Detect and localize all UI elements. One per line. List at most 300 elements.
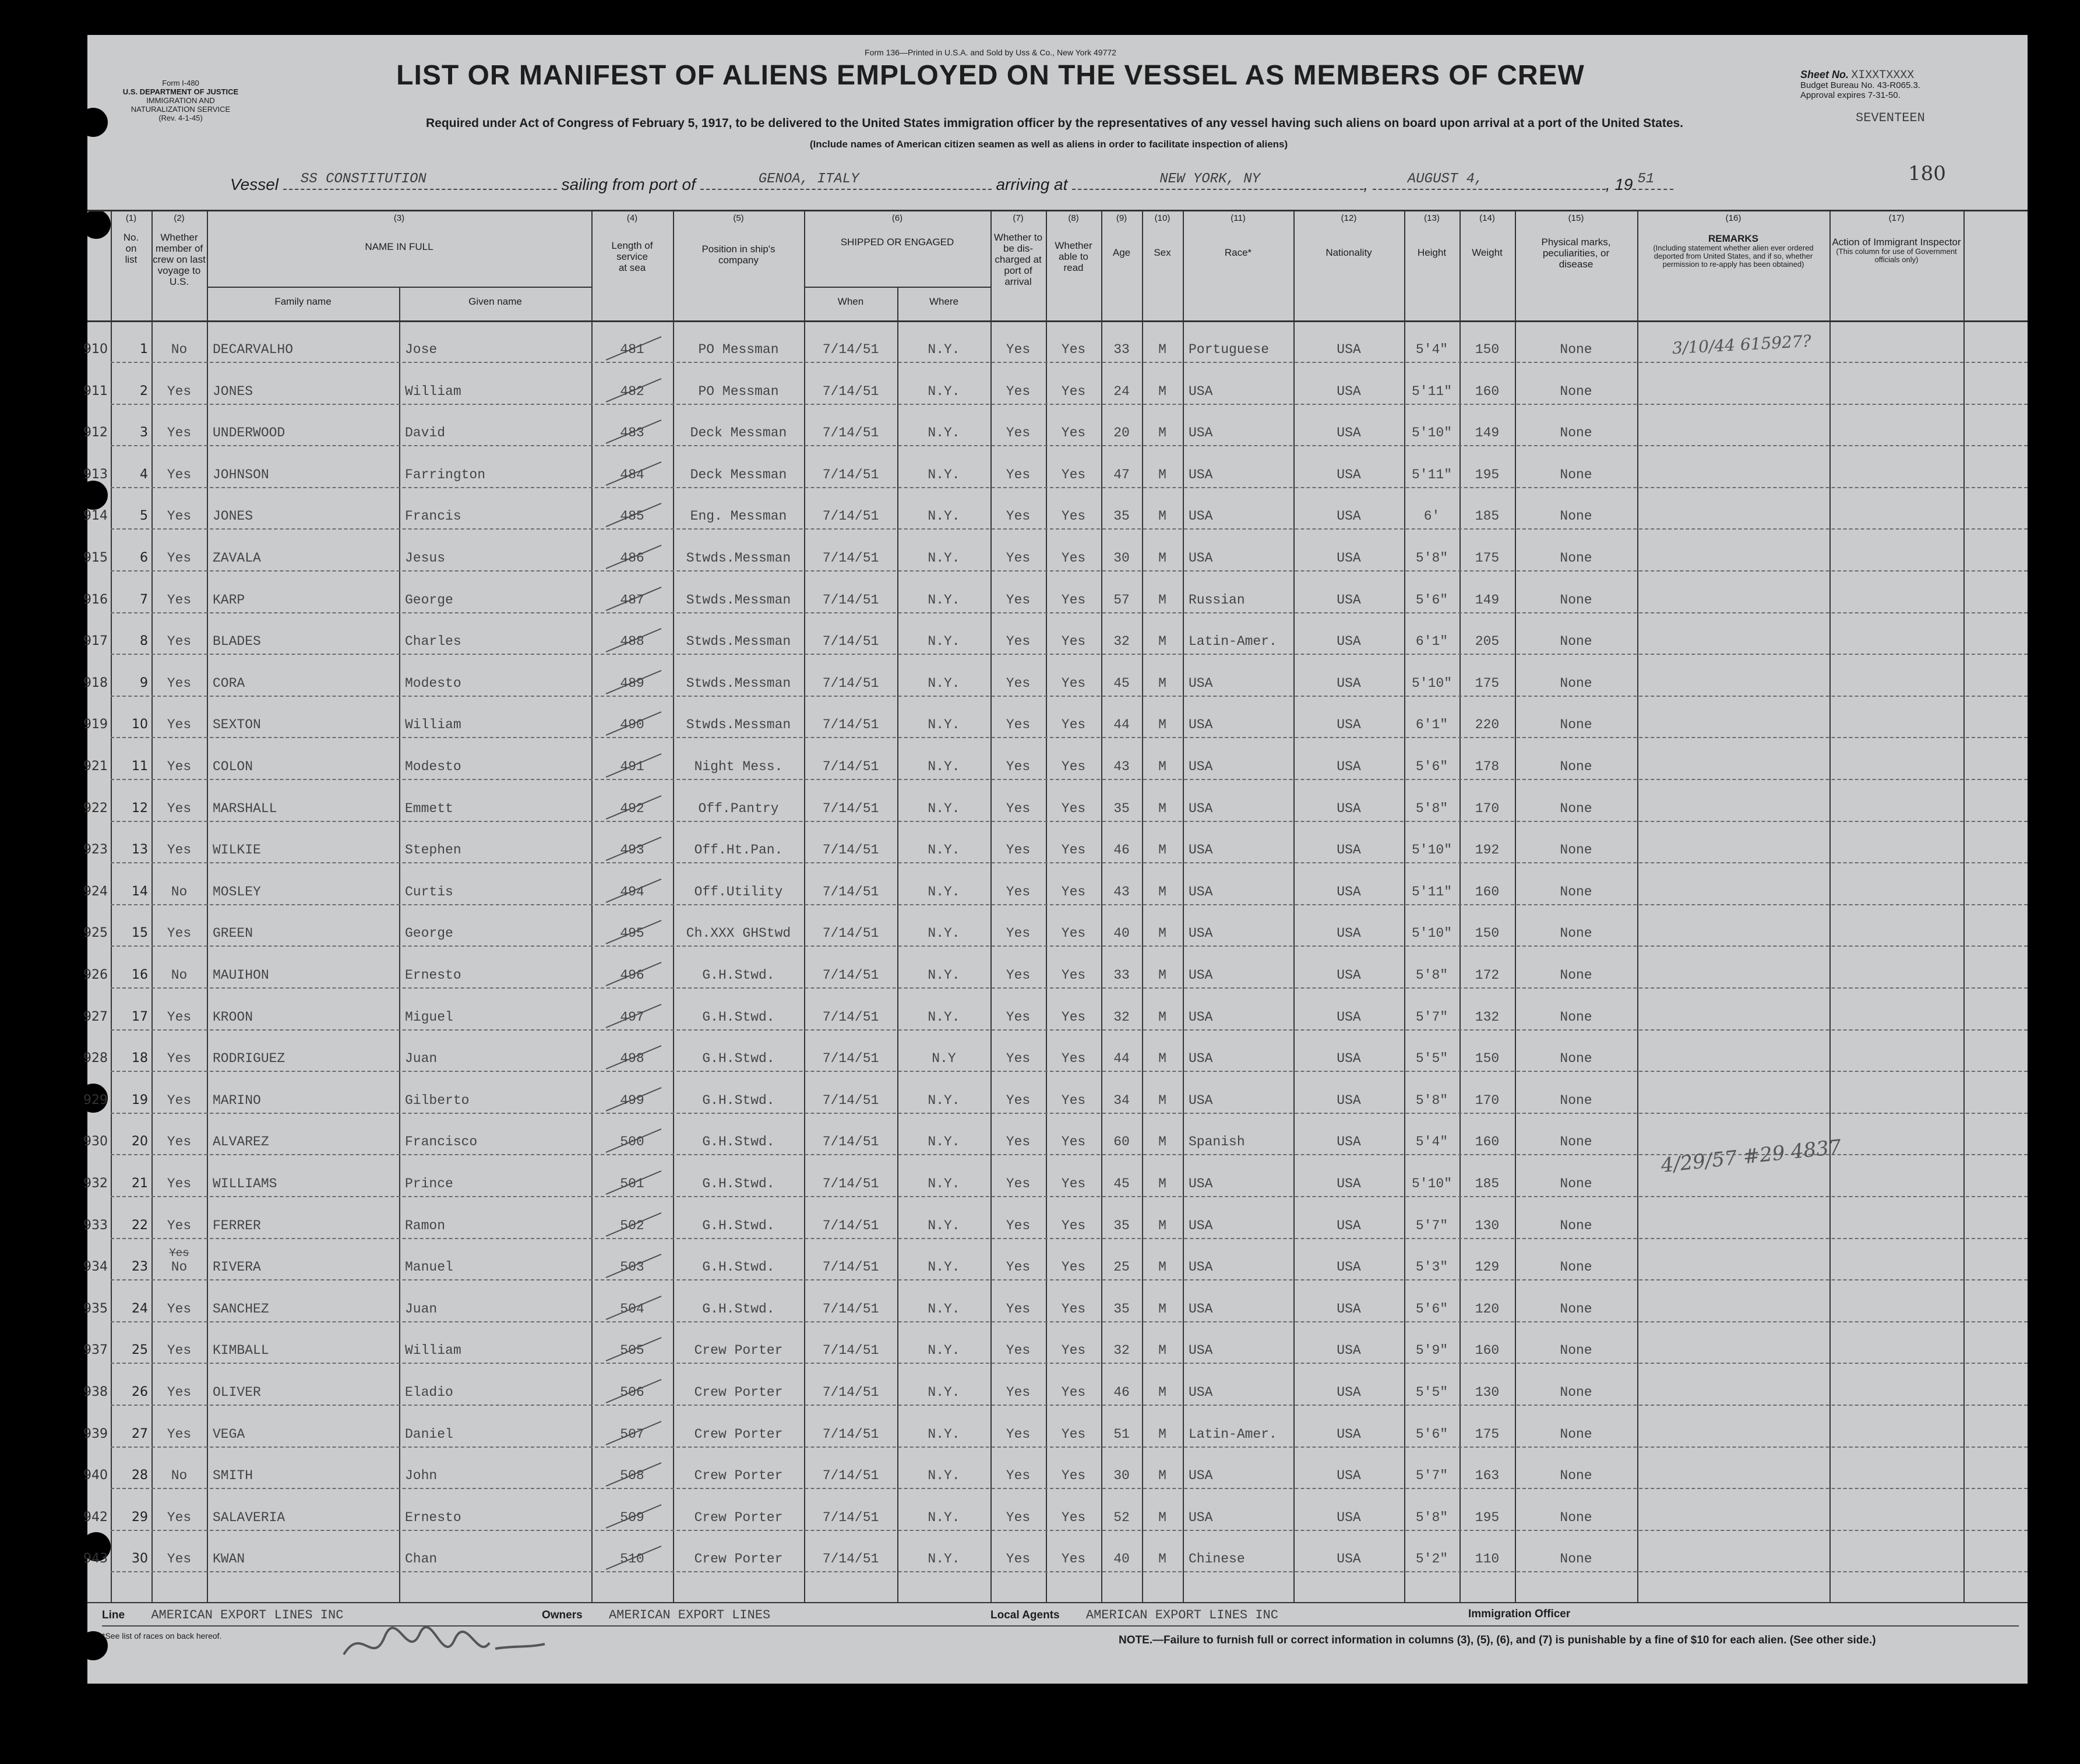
cell-member: No [171, 342, 188, 357]
col-title: No. on list [123, 232, 139, 265]
cell-member: Yes [167, 1134, 192, 1150]
cell-nationality: USA [1337, 884, 1361, 899]
form-number: Form I-480 [162, 79, 199, 87]
row-rule [111, 1238, 2028, 1239]
list-number: 17 [132, 1009, 148, 1024]
cell-race: USA [1189, 1260, 1213, 1275]
margin-number: 934 [83, 1260, 108, 1275]
cell-age: 43 [1113, 884, 1130, 899]
cell-family: KARP [213, 592, 245, 608]
cell-discharged: Yes [1006, 884, 1031, 899]
cell-given: Jesus [405, 551, 446, 566]
cell-family: WILKIE [213, 842, 261, 858]
cell-when: 7/14/51 [822, 1551, 879, 1567]
cell-given: Ramon [405, 1218, 446, 1233]
cell-family: KWAN [213, 1551, 245, 1567]
cell-member: No [171, 968, 188, 983]
row-rule [111, 654, 2028, 655]
cell-member: Yes [167, 1385, 192, 1400]
row-rule [111, 779, 2028, 780]
arrival-date: AUGUST 4, [1407, 171, 1483, 187]
budget-number: Budget Bureau No. 43-R065.3. [1800, 80, 1920, 90]
approval-expiry: Approval expires 7-31-50. [1800, 90, 1901, 100]
cell-nationality: USA [1337, 675, 1361, 691]
cell-discharged: Yes [1006, 1051, 1031, 1067]
cell-nationality: USA [1337, 1301, 1361, 1317]
cell-discharged: Yes [1006, 342, 1031, 357]
list-number: 23 [132, 1260, 148, 1275]
cell-length: 495 [620, 926, 644, 941]
cell-weight: 130 [1475, 1218, 1500, 1233]
requirement-text: Required under Act of Congress of February 5, 1917, to be delivered to the United States immigration officer by the representatives of any vessel having such aliens on board upon arrival at a port of the United States. [425, 117, 1684, 130]
cell-race: USA [1189, 1343, 1213, 1359]
cell-race: USA [1189, 842, 1213, 858]
cell-height: 5'7" [1415, 1468, 1448, 1484]
row-rule [111, 1571, 2028, 1572]
cell-race: USA [1189, 383, 1213, 399]
cell-race: USA [1189, 717, 1213, 733]
cell-nationality: USA [1337, 1260, 1361, 1275]
cell-position: Crew Porter [694, 1551, 783, 1567]
list-number: 29 [132, 1509, 148, 1525]
cell-member: Yes [167, 1009, 192, 1025]
cell-family: JONES [213, 509, 253, 524]
cell-family: SANCHEZ [213, 1301, 269, 1317]
cell-sex: M [1158, 634, 1166, 650]
col-5-header [673, 213, 804, 266]
cell-height: 5'3" [1415, 1260, 1448, 1275]
check-stroke [603, 1460, 667, 1489]
list-number: 13 [132, 842, 148, 858]
margin-number: 918 [83, 675, 108, 690]
cell-discharged: Yes [1006, 1218, 1031, 1233]
cell-when: 7/14/51 [822, 842, 879, 858]
column-divider [1829, 210, 1831, 1602]
cell-race: USA [1189, 551, 1213, 566]
cell-family: WILLIAMS [213, 1176, 277, 1191]
cell-height: 5'11" [1411, 884, 1452, 899]
cell-physical: None [1560, 1509, 1592, 1525]
cell-weight: 160 [1475, 884, 1500, 899]
vessel-label: Vessel [230, 175, 279, 193]
cell-member: Yes [167, 1301, 192, 1317]
margin-number: 915 [83, 551, 108, 565]
check-stroke [603, 668, 667, 697]
cell-member: Yes [167, 1218, 192, 1233]
row-rule [111, 570, 2028, 571]
cell-sex: M [1158, 1301, 1166, 1317]
margin-number: 932 [83, 1176, 108, 1191]
margin-number: 938 [83, 1385, 108, 1399]
cell-when: 7/14/51 [822, 1260, 879, 1275]
cell-length: 490 [620, 717, 644, 733]
cell-age: 33 [1113, 968, 1130, 983]
col-num: (11) [1231, 213, 1246, 223]
cell-height: 6'1" [1415, 634, 1448, 650]
col-num: (2) [174, 213, 185, 223]
cell-read: Yes [1061, 425, 1086, 441]
cell-family: FERRER [213, 1218, 261, 1233]
cell-length: 484 [620, 467, 644, 482]
cell-when: 7/14/51 [822, 884, 879, 899]
cell-sex: M [1158, 926, 1166, 941]
check-stroke [603, 1502, 667, 1531]
cell-physical: None [1560, 1301, 1592, 1317]
cell-age: 25 [1113, 1260, 1130, 1275]
cell-discharged: Yes [1006, 800, 1031, 816]
cell-sex: M [1158, 1176, 1166, 1191]
row-rule [111, 1113, 2028, 1114]
cell-length: 487 [620, 592, 644, 608]
cell-nationality: USA [1337, 717, 1361, 733]
list-number: 24 [132, 1301, 148, 1316]
cell-height: 5'9" [1415, 1343, 1448, 1359]
cell-age: 45 [1113, 1176, 1130, 1191]
list-number: 5 [140, 509, 148, 524]
col-4-header [591, 213, 673, 273]
cell-nationality: USA [1337, 842, 1361, 858]
row-rule [111, 1363, 2028, 1364]
punch-hole [82, 210, 111, 239]
check-stroke [603, 417, 667, 446]
cell-where: N.Y. [928, 759, 960, 774]
cell-given: Stephen [405, 842, 461, 858]
cell-position: Eng. Messman [690, 509, 787, 524]
cell-race: USA [1189, 1092, 1213, 1108]
cell-sex: M [1158, 1260, 1166, 1275]
handwritten-remark: 3/10/44 615927? [1672, 331, 1812, 358]
sheet-value: XIXXTXXXX [1851, 69, 1915, 82]
list-number: 14 [132, 884, 148, 899]
stamp-number: 180 [1908, 162, 1946, 185]
check-stroke [603, 500, 667, 530]
col-title: Whether able to read [1055, 240, 1092, 273]
margin-number: 911 [83, 383, 108, 398]
cell-position: G.H.Stwd. [702, 968, 775, 983]
cell-height: 5'7" [1415, 1009, 1448, 1025]
row-rule [111, 1488, 2028, 1489]
cell-race: USA [1189, 1509, 1213, 1525]
cell-family: MARINO [213, 1092, 261, 1108]
cell-nationality: USA [1337, 1051, 1361, 1067]
cell-member: Yes [167, 1051, 192, 1067]
cell-discharged: Yes [1006, 1426, 1031, 1442]
check-stroke [603, 959, 667, 989]
cell-weight: 150 [1475, 342, 1500, 357]
arriving-label: arriving at [996, 175, 1068, 193]
cell-member: Yes [167, 1426, 192, 1442]
cell-height: 5'10" [1411, 1176, 1452, 1191]
footer-agents [990, 1608, 1278, 1622]
cell-age: 57 [1113, 592, 1130, 608]
cell-nationality: USA [1337, 1426, 1361, 1442]
cell-family: RODRIGUEZ [213, 1051, 285, 1067]
cell-discharged: Yes [1006, 1385, 1031, 1400]
margin-number: 924 [83, 884, 108, 899]
margin-number: 926 [83, 968, 108, 982]
races-note: *See list of races on back hereof. [102, 1631, 222, 1640]
cell-physical: None [1560, 1385, 1592, 1400]
col-title: NAME IN FULL [365, 241, 433, 252]
cell-given: Modesto [405, 675, 461, 691]
check-stroke [603, 1335, 667, 1364]
vessel-name: SS CONSTITUTION [300, 171, 426, 187]
cell-age: 52 [1113, 1509, 1130, 1525]
cell-length: 501 [620, 1176, 644, 1191]
cell-discharged: Yes [1006, 1176, 1031, 1191]
cell-sex: M [1158, 1009, 1166, 1025]
cell-family: OLIVER [213, 1385, 261, 1400]
cell-discharged: Yes [1006, 675, 1031, 691]
cell-weight: 220 [1475, 717, 1500, 733]
cell-position: G.H.Stwd. [702, 1301, 775, 1317]
cell-weight: 163 [1475, 1468, 1500, 1484]
cell-discharged: Yes [1006, 1092, 1031, 1108]
handwritten-remark: 4/29/57 #29 4837 [1659, 1135, 1843, 1178]
cell-height: 5'10" [1411, 926, 1452, 941]
cell-when: 7/14/51 [822, 675, 879, 691]
cell-when: 7/14/51 [822, 926, 879, 941]
cell-age: 44 [1113, 1051, 1130, 1067]
cell-member: Yes [167, 634, 192, 650]
row-rule [111, 1196, 2028, 1197]
list-number: 4 [140, 467, 148, 482]
cell-height: 5'11" [1411, 383, 1452, 399]
cell-where: N.Y. [928, 592, 960, 608]
cell-given: Francisco [405, 1134, 478, 1150]
cell-race: USA [1189, 1468, 1213, 1484]
col-num: (7) [1013, 213, 1024, 223]
cell-sex: M [1158, 884, 1166, 899]
given-name-header: Given name [468, 296, 522, 307]
cell-where: N.Y. [928, 1426, 960, 1442]
check-stroke [603, 1543, 667, 1572]
cell-sex: M [1158, 717, 1166, 733]
cell-discharged: Yes [1006, 1301, 1031, 1317]
year-prefix: 19 [1614, 175, 1633, 193]
cell-family: CORA [213, 675, 245, 691]
cell-length: 508 [620, 1468, 644, 1484]
cell-member: Yes [167, 800, 192, 816]
year-suffix: 51 [1637, 171, 1655, 187]
when-header: When [837, 296, 864, 307]
cell-height: 5'8" [1415, 1092, 1448, 1108]
cell-race: Russian [1189, 592, 1245, 608]
cell-member: Yes [167, 467, 192, 482]
cell-given: Modesto [405, 759, 461, 774]
punch-hole [79, 481, 108, 510]
cell-age: 35 [1113, 1301, 1130, 1317]
list-number: 2 [140, 383, 148, 398]
cell-sex: M [1158, 800, 1166, 816]
cell-when: 7/14/51 [822, 759, 879, 774]
cell-read: Yes [1061, 1092, 1086, 1108]
cell-height: 6' [1423, 509, 1440, 524]
cell-family: MARSHALL [213, 800, 277, 816]
cell-position: G.H.Stwd. [702, 1260, 775, 1275]
cell-read: Yes [1061, 1509, 1086, 1525]
printer-line: Form 136—Printed in U.S.A. and Sold by Uss & Co., New York 49772 [865, 48, 1116, 57]
cell-member: Yes [167, 926, 192, 941]
signature-scrawl [338, 1614, 548, 1678]
cell-weight: 175 [1475, 551, 1500, 566]
year-field [1633, 171, 1673, 190]
cell-where: N.Y. [928, 1509, 960, 1525]
cell-family: DECARVALHO [213, 342, 294, 357]
cell-nationality: USA [1337, 592, 1361, 608]
cell-weight: 175 [1475, 675, 1500, 691]
header-bottom-rule [87, 320, 2028, 322]
list-number: 20 [132, 1134, 148, 1149]
col-2-header [151, 213, 207, 287]
revision: (Rev. 4-1-45) [158, 114, 203, 122]
footer-line [102, 1608, 343, 1622]
cell-read: Yes [1061, 1426, 1086, 1442]
cell-nationality: USA [1337, 1092, 1361, 1108]
cell-family: KROON [213, 1009, 253, 1025]
manifest-sheet [83, 35, 2028, 1684]
cell-weight: 120 [1475, 1301, 1500, 1317]
cell-length: 492 [620, 800, 644, 816]
cell-length: 509 [620, 1509, 644, 1525]
cell-where: N.Y. [928, 1009, 960, 1025]
cell-position: Stwds.Messman [686, 675, 791, 691]
vessel-field [283, 171, 557, 190]
cell-age: 24 [1113, 383, 1130, 399]
cell-given: Daniel [405, 1426, 453, 1442]
cell-physical: None [1560, 383, 1592, 399]
cell-length: 502 [620, 1218, 644, 1233]
member-correction: Yes [169, 1247, 189, 1260]
cell-age: 46 [1113, 1385, 1130, 1400]
department-name: U.S. DEPARTMENT OF JUSTICE [122, 87, 239, 96]
cell-height: 5'8" [1415, 800, 1448, 816]
row-rule [111, 528, 2028, 530]
col-13-header [1404, 213, 1459, 258]
cell-position: Crew Porter [694, 1426, 783, 1442]
col-title: Age [1112, 247, 1131, 258]
cell-length: 494 [620, 884, 644, 899]
check-stroke [603, 376, 667, 405]
cell-given: Juan [405, 1301, 438, 1317]
check-stroke [603, 1168, 667, 1197]
cell-discharged: Yes [1006, 592, 1031, 608]
cell-member: Yes [167, 592, 192, 608]
cell-position: Off.Utility [694, 884, 783, 899]
cell-weight: 149 [1475, 592, 1500, 608]
cell-member: Yes [167, 675, 192, 691]
cell-nationality: USA [1337, 425, 1361, 441]
cell-when: 7/14/51 [822, 1051, 879, 1067]
cell-race: USA [1189, 675, 1213, 691]
col-num: (1) [125, 213, 137, 223]
row-rule [111, 1447, 2028, 1448]
immigration-label: Immigration Officer [1468, 1608, 1571, 1620]
table-top-rule [87, 210, 2028, 211]
col-title: Height [1417, 247, 1447, 258]
cell-position: Crew Porter [694, 1468, 783, 1484]
cell-position: G.H.Stwd. [702, 1134, 775, 1150]
col-num: (4) [626, 213, 638, 223]
action-subtitle: (This column for use of Government officials only) [1836, 247, 1957, 264]
cell-length: 496 [620, 968, 644, 983]
cell-race: USA [1189, 968, 1213, 983]
cell-where: N.Y. [928, 509, 960, 524]
cell-given: Farrington [405, 467, 486, 482]
cell-given: Prince [405, 1176, 453, 1191]
cell-length: 504 [620, 1301, 644, 1317]
cell-nationality: USA [1337, 551, 1361, 566]
cell-race: USA [1189, 1009, 1213, 1025]
cell-sex: M [1158, 1468, 1166, 1484]
column-divider [1183, 210, 1184, 1602]
cell-physical: None [1560, 1468, 1592, 1484]
cell-read: Yes [1061, 1385, 1086, 1400]
cell-weight: 160 [1475, 383, 1500, 399]
margin-number: 939 [83, 1426, 108, 1441]
cell-member: Yes [167, 509, 192, 524]
margin-number: 914 [83, 509, 108, 524]
cell-height: 5'5" [1415, 1385, 1448, 1400]
cell-member: Yes [167, 551, 192, 566]
cell-member: Yes [167, 1551, 192, 1567]
list-number: 12 [132, 800, 148, 816]
cell-when: 7/14/51 [822, 1092, 879, 1108]
cell-where: N.Y. [928, 467, 960, 482]
cell-family: SEXTON [213, 717, 261, 733]
cell-position: G.H.Stwd. [702, 1009, 775, 1025]
cell-read: Yes [1061, 1009, 1086, 1025]
cell-height: 5'8" [1415, 551, 1448, 566]
cell-physical: None [1560, 1176, 1592, 1191]
cell-sex: M [1158, 592, 1166, 608]
cell-nationality: USA [1337, 1176, 1361, 1191]
cell-physical: None [1560, 1092, 1592, 1108]
check-stroke [603, 1377, 667, 1406]
cell-position: Stwds.Messman [686, 551, 791, 566]
cell-given: Emmett [405, 800, 453, 816]
cell-age: 33 [1113, 342, 1130, 357]
col-16-header [1637, 213, 1829, 269]
cell-given: Eladio [405, 1385, 453, 1400]
cell-physical: None [1560, 717, 1592, 733]
check-stroke [603, 1085, 667, 1114]
document-title: LIST OR MANIFEST OF ALIENS EMPLOYED ON THE VESSEL AS MEMBERS OF CREW [396, 60, 1585, 91]
col-7-header [990, 213, 1046, 287]
cell-weight: 172 [1475, 968, 1500, 983]
cell-given: Charles [405, 634, 461, 650]
list-number: 16 [132, 968, 148, 982]
list-number: 15 [132, 926, 148, 941]
cell-read: Yes [1061, 884, 1086, 899]
col-17-header [1829, 213, 1963, 264]
check-stroke [603, 459, 667, 488]
col-3-header [207, 213, 591, 252]
cell-race: Latin-Amer. [1189, 634, 1277, 650]
cell-family: MOSLEY [213, 884, 261, 899]
cell-position: Night Mess. [694, 759, 783, 774]
cell-nationality: USA [1337, 634, 1361, 650]
cell-given: Miguel [405, 1009, 453, 1025]
cell-sex: M [1158, 1343, 1166, 1359]
margin-number: 916 [83, 592, 108, 607]
cell-when: 7/14/51 [822, 800, 879, 816]
cell-given: George [405, 926, 453, 941]
cell-length: 500 [620, 1134, 644, 1150]
cell-when: 7/14/51 [822, 1426, 879, 1442]
list-number: 18 [132, 1051, 148, 1066]
cell-race: USA [1189, 800, 1213, 816]
